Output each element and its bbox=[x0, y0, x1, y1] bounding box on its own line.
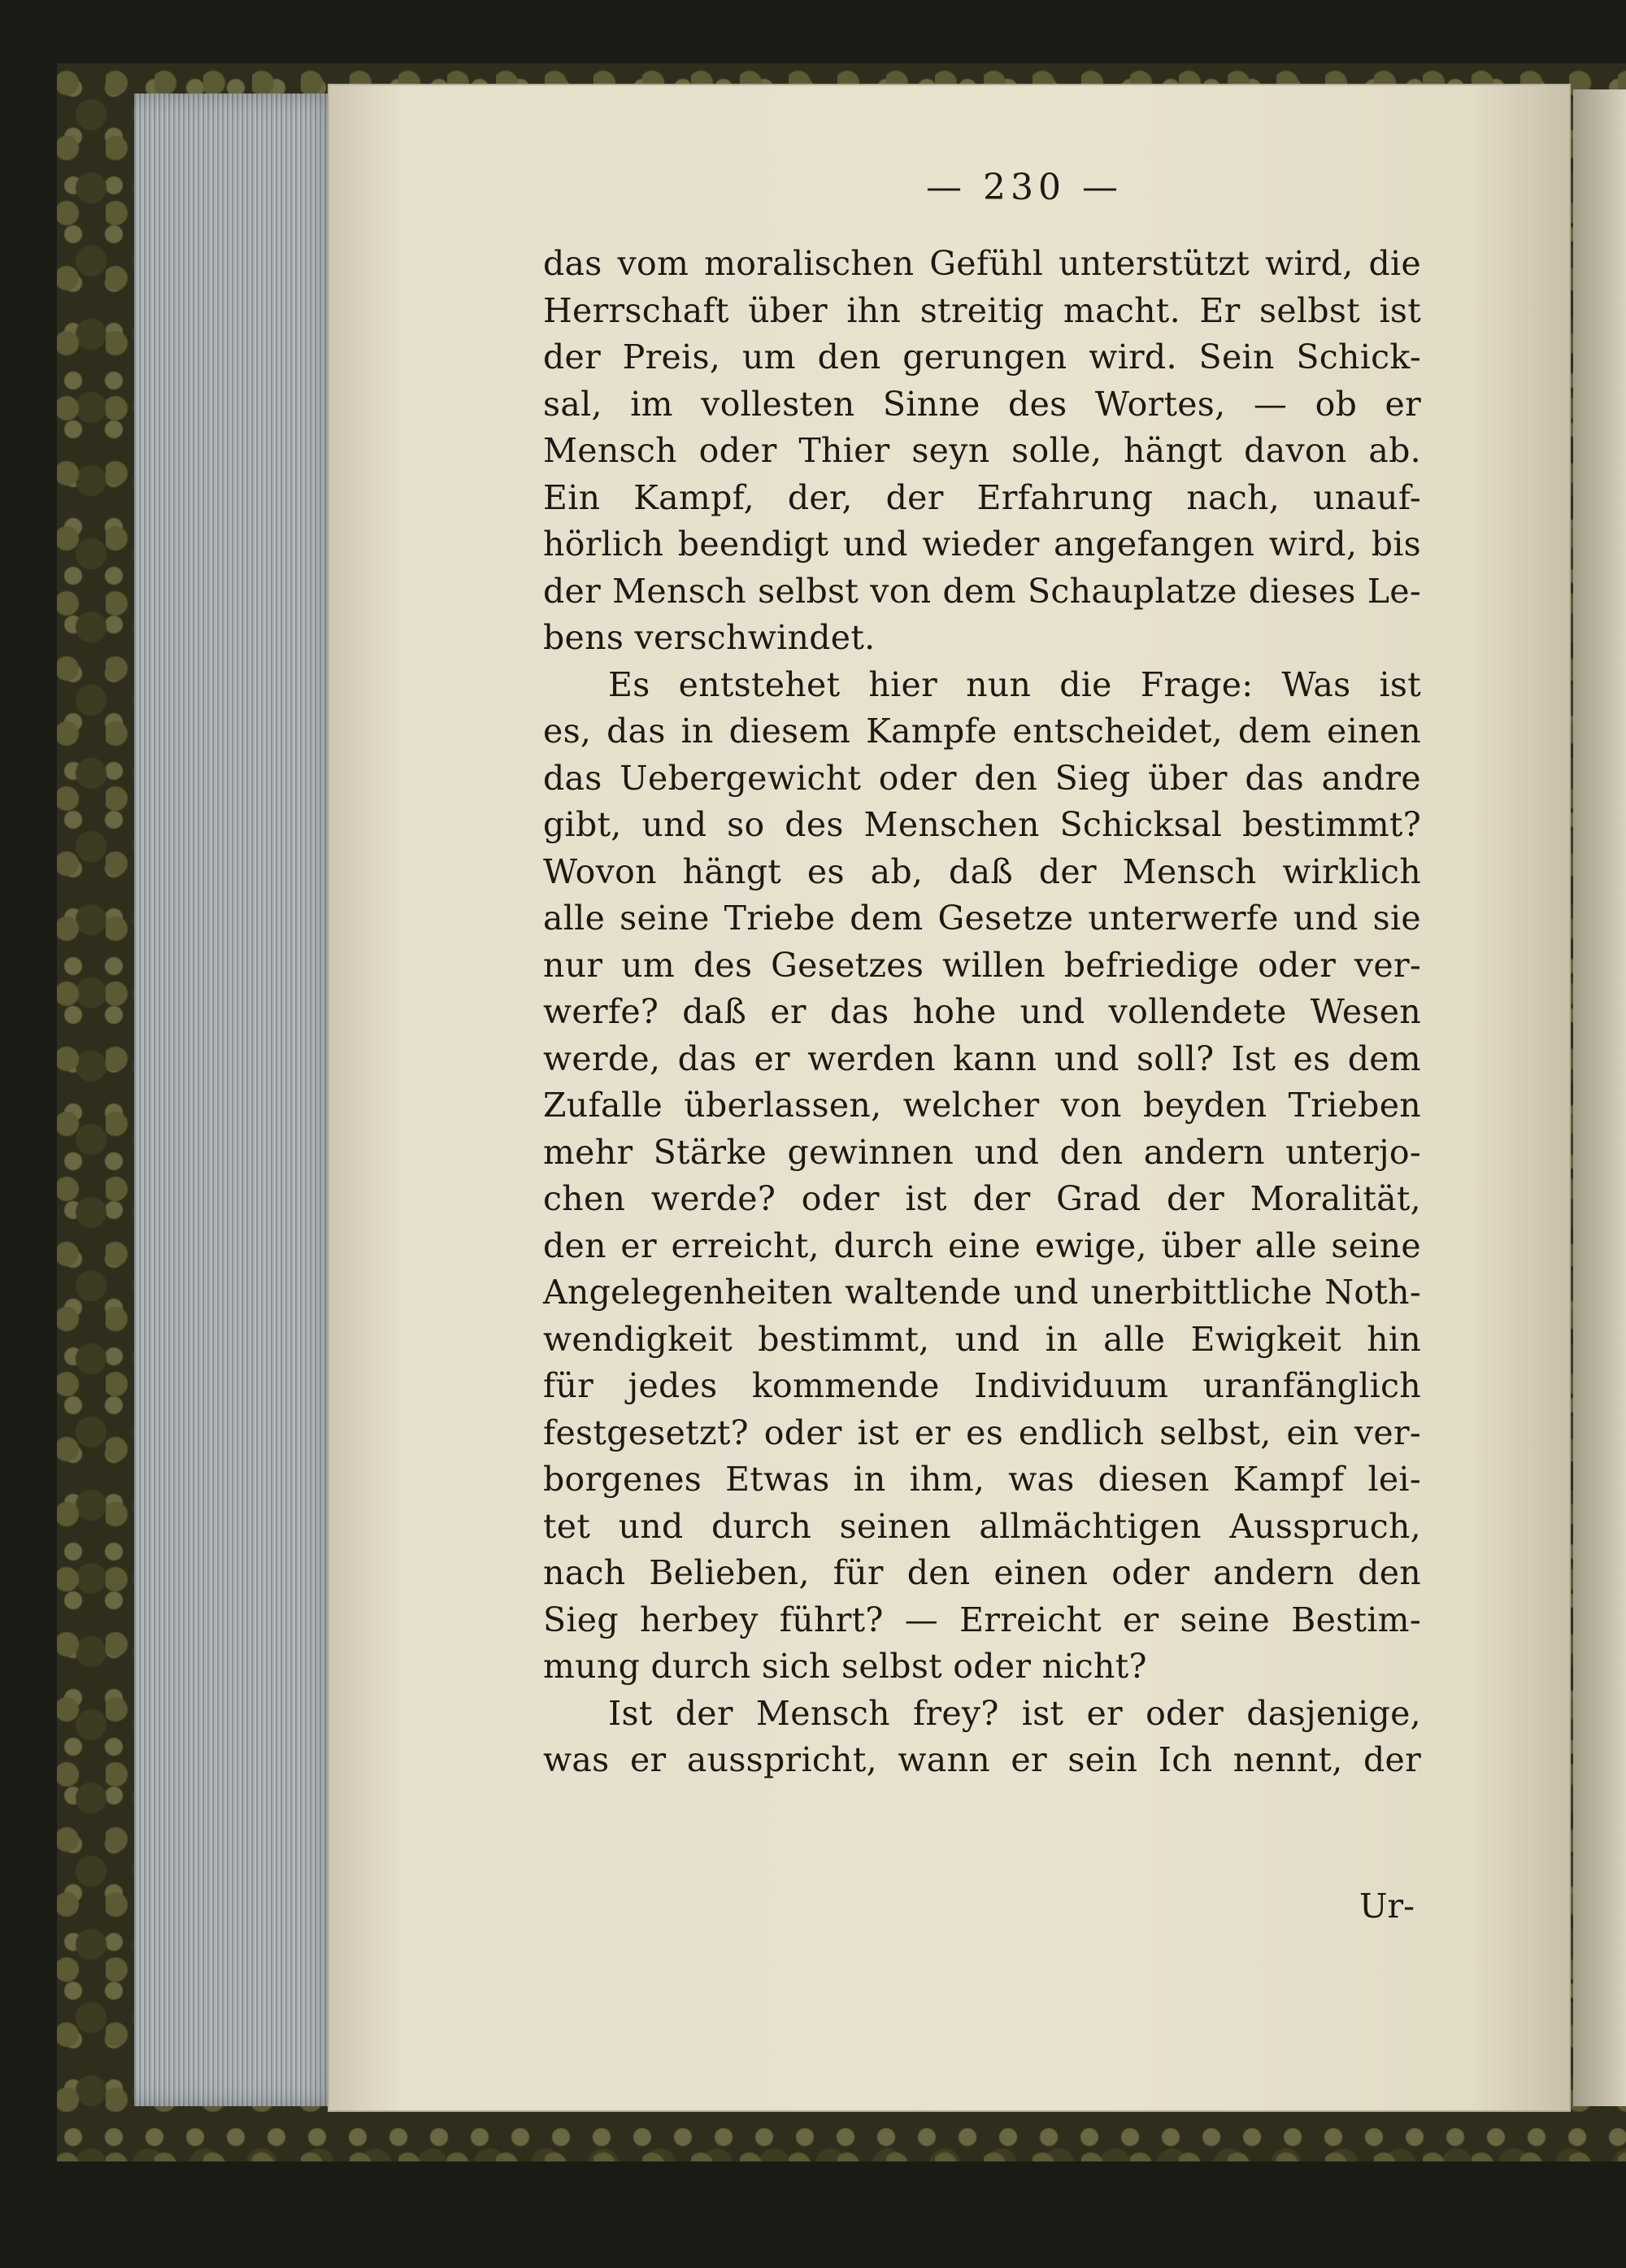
text-line: nach Belieben, für den einen oder andern den bbox=[543, 1553, 1421, 1592]
text-line: tet und durch seinen allmächtigen Ausspruch, bbox=[543, 1506, 1421, 1546]
body-text bbox=[543, 241, 1421, 1784]
text-line: hörlich beendigt und wieder angefangen wird, bis bbox=[543, 525, 1421, 564]
text-line: Sieg herbey führt? — Erreicht er seine Bestim- bbox=[543, 1600, 1421, 1639]
text-line: Herrschaft über ihn streitig macht. Er selbst ist bbox=[543, 290, 1421, 330]
text-line: mung durch sich selbst oder nicht? bbox=[543, 1647, 1147, 1686]
text-line: was er ausspricht, wann er sein Ich nennt, der bbox=[543, 1740, 1421, 1779]
text-line: werfe? daß er das hohe und vollendete Wesen bbox=[543, 992, 1421, 1031]
text-line: es, das in diesem Kampfe entscheidet, dem einen bbox=[543, 712, 1421, 751]
text-line: sal, im vollesten Sinne des Wortes, — ob er bbox=[543, 384, 1421, 424]
page-edges bbox=[134, 94, 346, 2106]
text-line: Mensch oder Thier seyn solle, hängt davon ab. bbox=[543, 431, 1421, 470]
text-line: das Uebergewicht oder den Sieg über das andre bbox=[543, 758, 1421, 798]
text-line: der Preis, um den gerungen wird. Sein Schick- bbox=[543, 337, 1421, 377]
facing-page-edge bbox=[1573, 89, 1626, 2106]
text-line: der Mensch selbst von dem Schauplatze dieses Le- bbox=[543, 571, 1421, 611]
text-line: nur um des Gesetzes willen befriedige oder ver- bbox=[543, 945, 1421, 985]
page-number: — 230 — bbox=[926, 167, 1123, 208]
text-line-paragraph-start: Es entstehet hier nun die Frage: Was ist bbox=[608, 664, 1421, 704]
text-line: für jedes kommende Individuum uranfänglich bbox=[543, 1366, 1421, 1405]
text-line: borgenes Etwas in ihm, was diesen Kampf lei- bbox=[543, 1460, 1421, 1499]
text-line: Ein Kampf, der, der Erfahrung nach, unauf- bbox=[543, 477, 1421, 517]
text-line: chen werde? oder ist der Grad der Moralität, bbox=[543, 1179, 1421, 1218]
text-line: werde, das er werden kann und soll? Ist es dem bbox=[543, 1038, 1421, 1078]
text-line: den er erreicht, durch eine ewige, über alle seine bbox=[543, 1225, 1421, 1265]
text-line: mehr Stärke gewinnen und den andern unterjo- bbox=[543, 1132, 1421, 1172]
text-line: festgesetzt? oder ist er es endlich selbst, ein ver- bbox=[543, 1413, 1421, 1452]
text-line: alle seine Triebe dem Gesetze unterwerfe und sie bbox=[543, 899, 1421, 938]
text-line: Zufalle überlassen, welcher von beyden Trieben bbox=[543, 1086, 1421, 1125]
text-line: bens verschwindet. bbox=[543, 618, 876, 657]
text-line: das vom moralischen Gefühl unterstützt wird, die bbox=[543, 244, 1421, 283]
text-line: wendigkeit bestimmt, und in alle Ewigkeit hin bbox=[543, 1319, 1421, 1359]
text-line: Angelegenheiten waltende und unerbittliche Noth- bbox=[543, 1273, 1421, 1312]
text-line: Wovon hängt es ab, daß der Mensch wirklich bbox=[543, 851, 1421, 891]
text-line-paragraph-start: Ist der Mensch frey? ist er oder dasjenige, bbox=[608, 1693, 1421, 1733]
catchword: Ur- bbox=[1359, 1887, 1415, 1926]
text-line: gibt, und so des Menschen Schicksal bestimmt? bbox=[543, 805, 1421, 844]
